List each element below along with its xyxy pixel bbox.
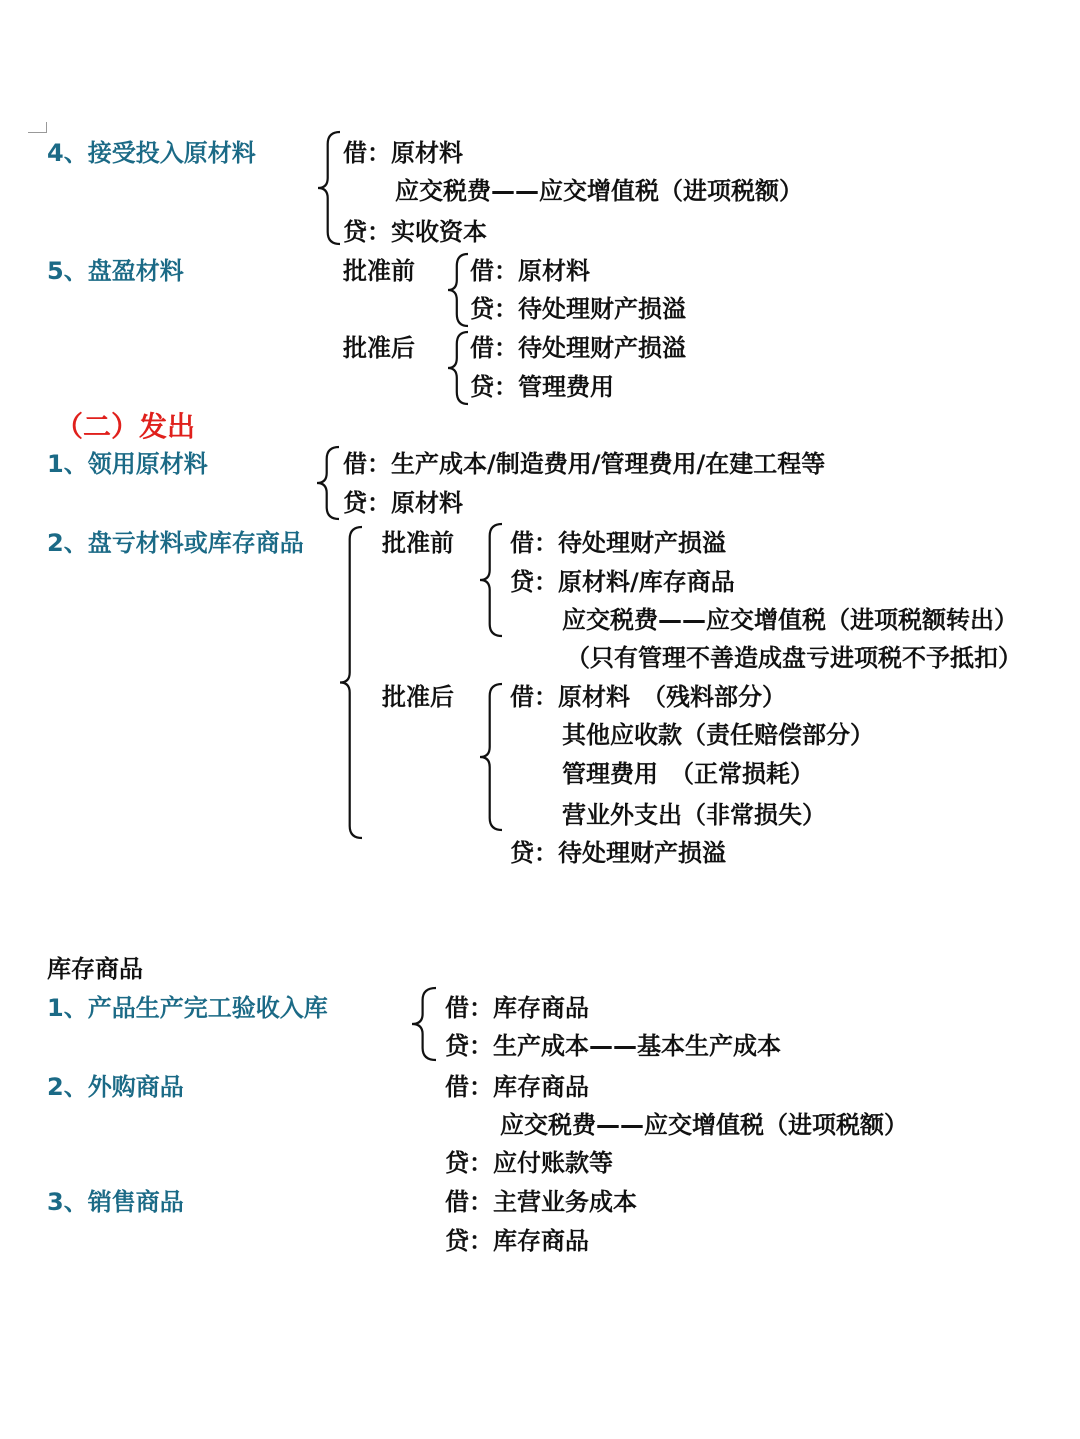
left-brace-icon: [338, 525, 364, 840]
entry-line: 借：原材料 （残料部分）: [510, 683, 786, 711]
entry-line: 借：待处理财产损溢: [510, 529, 726, 557]
entry-line: 贷：待处理财产损溢: [510, 839, 726, 867]
entry-line: 管理费用 （正常损耗）: [562, 760, 814, 788]
stage-label: 批准后: [382, 683, 454, 711]
entry-line: 营业外支出（非常损失）: [562, 801, 826, 829]
entry-line: 借：库存商品: [445, 1073, 589, 1101]
entry-line: 贷：实收资本: [343, 218, 487, 246]
entry-line: 借：库存商品: [445, 994, 589, 1022]
left-brace-icon: [478, 682, 504, 832]
left-brace-icon: [446, 252, 470, 328]
entry-line: 贷：原材料/库存商品: [510, 568, 735, 596]
stage-label: 批准后: [343, 334, 415, 362]
entry-line: 贷：管理费用: [470, 373, 614, 401]
entry-title: 2、盘亏材料或库存商品: [47, 529, 304, 557]
entry-line: 贷：原材料: [343, 489, 463, 517]
entry-title: 5、盘盈材料: [47, 257, 184, 285]
entry-line: 借：原材料: [470, 257, 590, 285]
left-brace-icon: [410, 986, 438, 1062]
entry-line: 借：原材料: [343, 139, 463, 167]
left-brace-icon: [315, 445, 341, 521]
entry-line: 应交税费——应交增值税（进项税额）: [500, 1111, 908, 1139]
entry-line: 其他应收款（责任赔偿部分）: [562, 721, 874, 749]
left-brace-icon: [446, 330, 470, 406]
entry-line: 借：生产成本/制造费用/管理费用/在建工程等: [343, 450, 826, 478]
entry-line: 贷：应付账款等: [445, 1149, 613, 1177]
stage-label: 批准前: [343, 257, 415, 285]
section-heading: （二）发出: [55, 410, 196, 443]
entry-title: 1、产品生产完工验收入库: [47, 994, 328, 1022]
entry-title: 1、领用原材料: [47, 450, 208, 478]
entry-line: 贷：生产成本——基本生产成本: [445, 1032, 781, 1060]
entry-line: 应交税费——应交增值税（进项税额）: [395, 177, 803, 205]
entry-line: 贷：待处理财产损溢: [470, 295, 686, 323]
entry-line: 应交税费——应交增值税（进项税额转出）: [562, 606, 1018, 634]
entry-title: 3、销售商品: [47, 1188, 184, 1216]
entry-title: 2、外购商品: [47, 1073, 184, 1101]
entry-line: 借：主营业务成本: [445, 1188, 637, 1216]
page-corner-mark: [28, 122, 47, 133]
entry-title: 4、接受投入原材料: [47, 139, 256, 167]
left-brace-icon: [316, 130, 342, 246]
section-heading: 库存商品: [47, 955, 143, 983]
left-brace-icon: [478, 522, 504, 638]
entry-line: 贷：库存商品: [445, 1227, 589, 1255]
entry-line: 借：待处理财产损溢: [470, 334, 686, 362]
entry-note: （只有管理不善造成盘亏进项税不予抵扣）: [566, 644, 1022, 672]
stage-label: 批准前: [382, 529, 454, 557]
